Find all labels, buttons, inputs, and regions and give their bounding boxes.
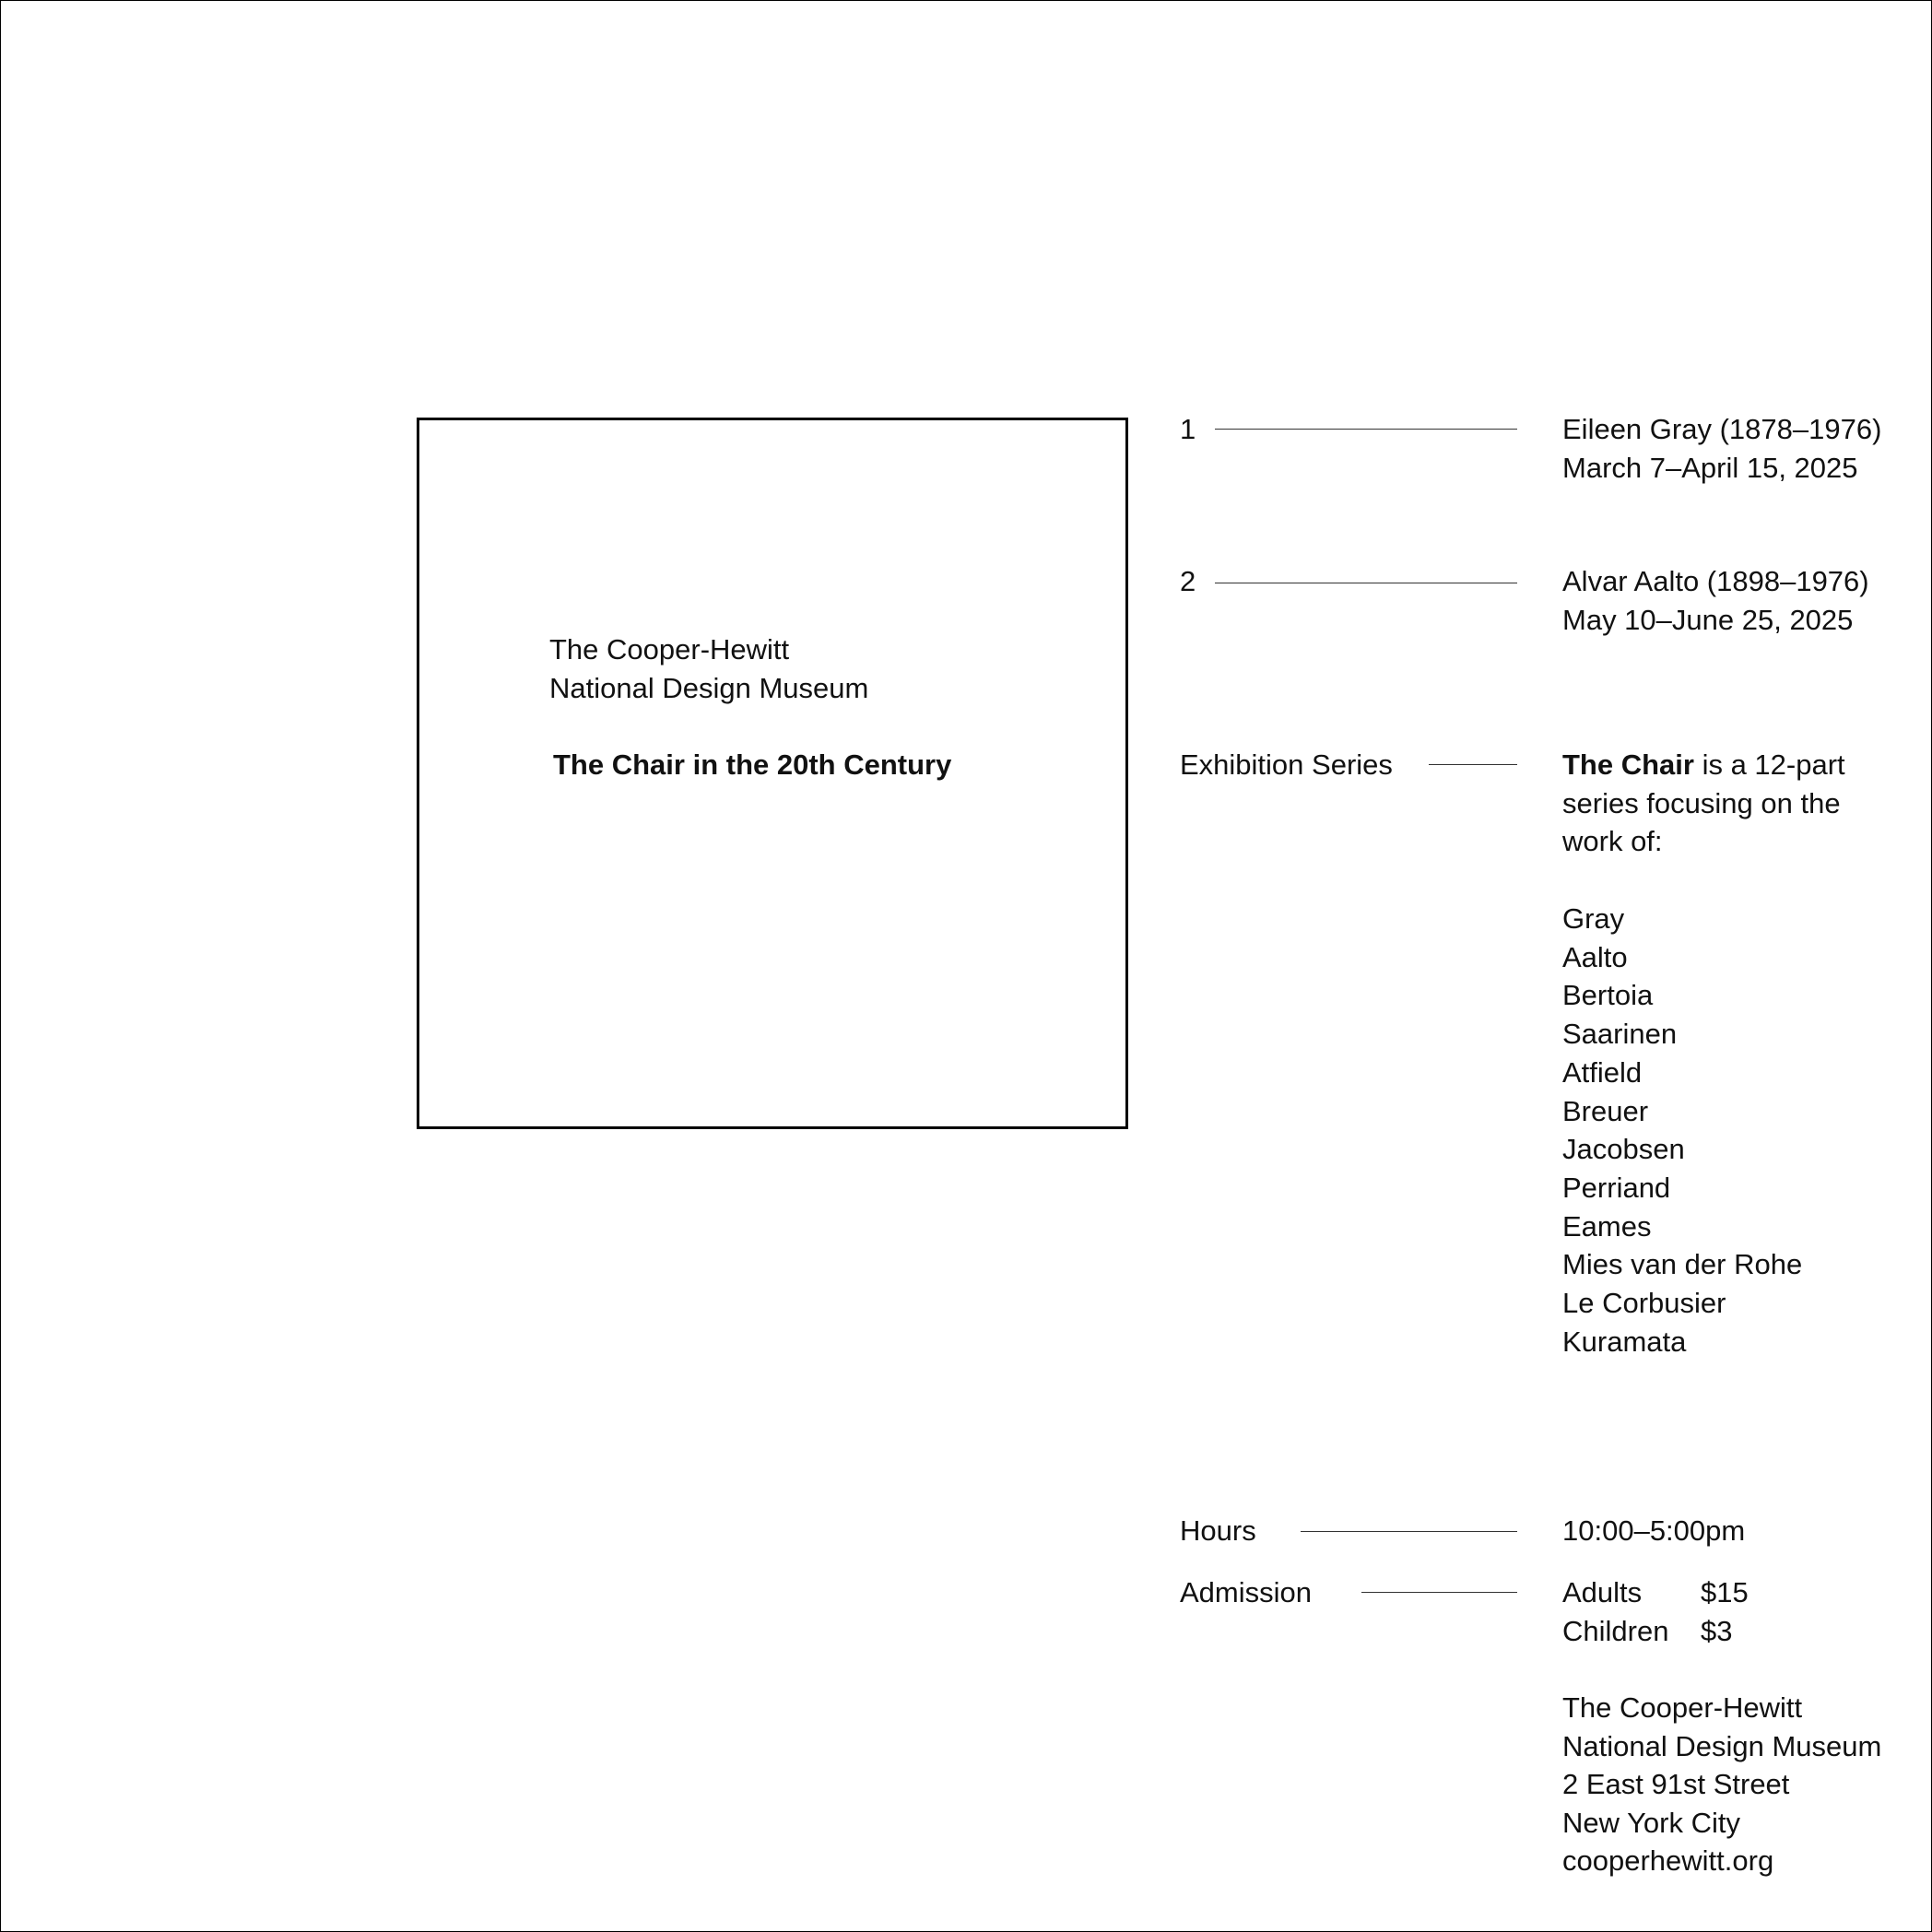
address-line4: New York City bbox=[1562, 1806, 1740, 1839]
admission-price: $15 bbox=[1701, 1576, 1749, 1608]
admission-type: Adults bbox=[1562, 1576, 1643, 1608]
series-intro-line3: work of: bbox=[1562, 825, 1663, 858]
exhibition-1-info bbox=[1562, 410, 1881, 487]
admission-row-children bbox=[1562, 1612, 1749, 1651]
exhibition-2-name: Alvar Aalto (1898–1976) bbox=[1562, 565, 1869, 597]
designer-item: Perriand bbox=[1562, 1171, 1671, 1204]
series-label: Exhibition Series bbox=[1180, 748, 1393, 781]
designer-item: Aalto bbox=[1562, 940, 1628, 973]
address-block bbox=[1562, 1689, 1881, 1842]
exhibition-1-dates: March 7–April 15, 2025 bbox=[1562, 451, 1858, 484]
address-line2: National Design Museum bbox=[1562, 1729, 1882, 1762]
address-line1: The Cooper-Hewitt bbox=[1562, 1691, 1803, 1724]
designer-item: Le Corbusier bbox=[1562, 1287, 1726, 1320]
hours-label: Hours bbox=[1180, 1514, 1256, 1547]
designer-item: Breuer bbox=[1562, 1094, 1649, 1127]
designer-item: Bertoia bbox=[1562, 979, 1654, 1012]
series-intro-rest: is a 12-part bbox=[1693, 748, 1845, 781]
hours-rule bbox=[1301, 1531, 1517, 1532]
designer-item: Kuramata bbox=[1562, 1325, 1687, 1358]
admission-prices bbox=[1562, 1573, 1749, 1650]
exhibition-1-number: 1 bbox=[1180, 413, 1196, 445]
designer-item: Atfield bbox=[1562, 1055, 1643, 1089]
designer-item: Gray bbox=[1562, 902, 1625, 935]
cover-title: The Chair in the 20th Century bbox=[553, 748, 952, 781]
admission-type: Children bbox=[1562, 1614, 1669, 1647]
cover-museum-line1: The Cooper-Hewitt bbox=[549, 633, 790, 666]
designer-item: Saarinen bbox=[1562, 1018, 1678, 1051]
exhibition-1-rule bbox=[1215, 429, 1517, 430]
hours-value: 10:00–5:00pm bbox=[1562, 1514, 1746, 1547]
exhibition-1-name: Eileen Gray (1878–1976) bbox=[1562, 413, 1882, 445]
exhibition-2-number: 2 bbox=[1180, 565, 1196, 597]
website-link[interactable]: cooperhewitt.org bbox=[1562, 1844, 1774, 1877]
address-line3: 2 East 91st Street bbox=[1562, 1768, 1790, 1801]
cover-museum-line2: National Design Museum bbox=[549, 671, 869, 704]
series-intro-line1 bbox=[1562, 746, 1845, 784]
series-intro-line2: series focusing on the bbox=[1562, 786, 1841, 819]
designer-list bbox=[1562, 900, 1802, 1361]
admission-row-adults bbox=[1562, 1573, 1749, 1612]
series-intro-bold: The Chair bbox=[1562, 748, 1694, 781]
designer-item: Mies van der Rohe bbox=[1562, 1248, 1803, 1281]
exhibition-2-info bbox=[1562, 562, 1869, 639]
designer-item: Eames bbox=[1562, 1209, 1652, 1243]
series-intro bbox=[1562, 746, 1845, 861]
exhibition-2-dates: May 10–June 25, 2025 bbox=[1562, 603, 1854, 636]
designer-item: Jacobsen bbox=[1562, 1133, 1685, 1166]
admission-label: Admission bbox=[1180, 1576, 1312, 1608]
admission-price: $3 bbox=[1701, 1614, 1733, 1647]
series-rule bbox=[1429, 764, 1517, 765]
cover-museum-name bbox=[549, 630, 868, 707]
admission-rule bbox=[1361, 1592, 1517, 1593]
